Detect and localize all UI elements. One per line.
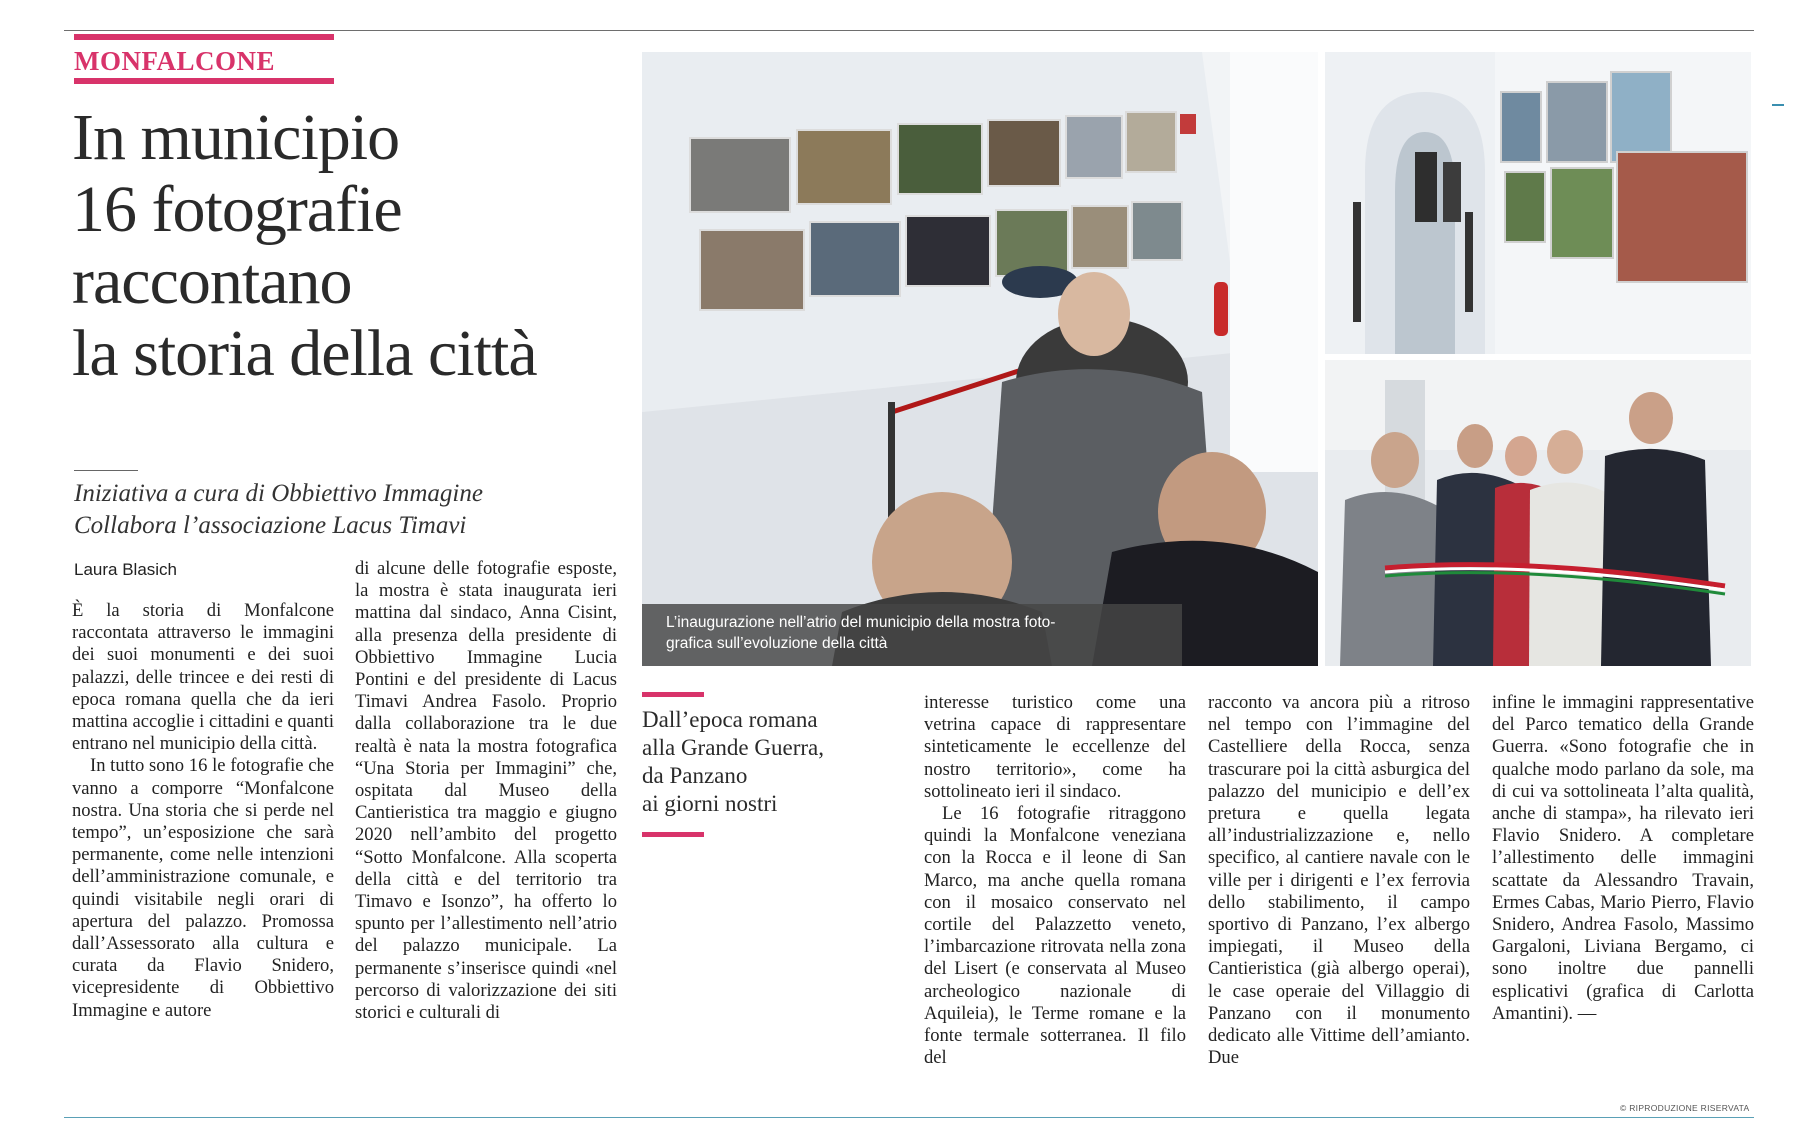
article-column-2 — [355, 558, 617, 1024]
pullquote-bar-bottom — [642, 832, 704, 837]
pull-quote — [642, 706, 892, 818]
paragraph: di alcune delle fotografie esposte, la mostra è stata inaugurata ieri mattina dal sindaco, Anna Cisint, alla presenza della presidente di Obbiettivo Immagine Lucia Pontini e del presidente di Lacus Timavi Andrea Fasolo. Proprio dalla collaborazione tra le due realtà è nata la mostra fotografica “Una Storia per Immagini” che, ospitata dal Museo della Cantieristica tra maggio e giugno 2020 nell’ambito del progetto “Sotto Monfalcone. Alla scoperta della città e del territorio tra Timavo e Isonzo”, ha offerto lo spunto per l’allestimento nell’atrio del palazzo municipale. La permanente s’inserisce quindi «nel percorso di valorizzazione dei siti storici e culturali di — [355, 558, 617, 1024]
article-column-3 — [924, 692, 1186, 1069]
pull-quote-line: alla Grande Guerra, — [642, 735, 824, 760]
paragraph: infine le immagini rappresentative del Parco tematico della Grande Guerra. «Sono fotografie che in qualche modo parlano da sole, ma di cui va sottolineata l’alta qualità, anche di stampa», ha rilevato ieri Flavio Snidero. A completare l’allestimento delle immagini scattate da Alessandro Travain, Ermes Cabas, Mario Pierro, Flavio Snidero, Andrea Fasolo, Massimo Gargaloni, Liviana Bergamo, ci sono inoltre due pannelli esplicativi (grafica di Carlotta Amantini). — — [1492, 692, 1754, 1024]
pull-quote-line: ai giorni nostri — [642, 791, 778, 816]
author-byline: Laura Blasich — [74, 560, 178, 579]
main-photo-exhibition-atrium — [642, 52, 1318, 666]
paragraph: È la storia di Monfalcone raccontata attraverso le immagini dei suoi monumenti e dei suoi palazzi, delle trincee e dei resti di epoca romana quella che da ieri mattina accoglie i cittadini e quanti entrano nel municipio della città. — [72, 600, 334, 755]
photo-corridor-visitors — [1325, 52, 1751, 354]
article-column-5 — [1492, 692, 1754, 1025]
paragraph: interesse turistico come una vetrina capace di rappresentare sinteticamente le eccellenze del nostro territorio», come ha sottolineato ieri il sindaco. — [924, 692, 1186, 802]
headline — [72, 102, 632, 390]
subhead-rule — [74, 470, 138, 471]
headline-line: raccontano — [72, 245, 352, 318]
pull-quote-line: Dall’epoca romana — [642, 707, 818, 732]
headline-line: 16 fotografie — [72, 173, 402, 246]
paragraph: racconto va ancora più a ritroso nel tempo con l’immagine del Castelliere della Rocca, senza trascurare poi la città asburgica del palazzo del municipio e dell’ex pretura e quella legata all’industrializzazione e, nello specifico, al cantiere navale con le ville per i dirigenti e l’ex ferrovia dello stabilimento, il campo sportivo di Panzano, l’ex albergo impiegati, il Museo della Cantieristica (già albergo operai), le case operaie del Villaggio di Panzano con il monumento dedicato alle Vittime dell’amianto. Due — [1208, 692, 1470, 1069]
photo-ribbon-cutting — [1325, 360, 1751, 666]
caption-line: grafica sull’evoluzione della città — [666, 635, 888, 652]
pull-quote-line: da Panzano — [642, 763, 748, 788]
copyright-notice: © RIPRODUZIONE RISERVATA — [1620, 1103, 1750, 1113]
photo-caption — [642, 604, 1182, 666]
kicker-bar-bottom — [74, 78, 334, 84]
headline-line: In municipio — [72, 101, 400, 174]
article-column-4 — [1208, 692, 1470, 1069]
caption-line: L’inaugurazione nell’atrio del municipio della mostra foto- — [666, 614, 1056, 631]
kicker-label: MONFALCONE — [74, 46, 275, 76]
article-column-1 — [72, 600, 334, 1022]
subhead-line: Collabora l’associazione Lacus Timavi — [74, 512, 467, 539]
headline-line: la storia della città — [72, 317, 537, 390]
paragraph: In tutto sono 16 le fotografie che vanno a comporre “Monfalcone nostra. Una storia che si perde nel tempo”, un’esposizione che sarà permanente, come nelle intenzioni dell’amministrazione comunale, e quindi visitabile negli orari di apertura del palazzo. Promossa dall’Assessorato alla cultura e curata da Flavio Snidero, vicepresidente di Obbiettivo Immagine e autore — [72, 755, 334, 1021]
bottom-rule — [64, 1117, 1754, 1118]
subhead-line: Iniziativa a cura di Obbiettivo Immagine — [74, 480, 483, 507]
pullquote-bar-top — [642, 692, 704, 697]
paragraph: Le 16 fotografie ritraggono quindi la Monfalcone veneziana con la Rocca e il leone di San Marco, ma anche quella romana con il mosaico conservato nel cortile del Palazzetto veneto, l’imbarcazione ritrovata nella zona del Lisert (e conservata al Museo archeologico nazionale di Aquileia), le Terme romane e la fonte termale sotterranea. Il filo del — [924, 803, 1186, 1069]
subheadline — [74, 478, 634, 542]
margin-tick — [1772, 104, 1784, 106]
top-rule — [64, 30, 1754, 31]
kicker-bar-top — [74, 34, 334, 40]
